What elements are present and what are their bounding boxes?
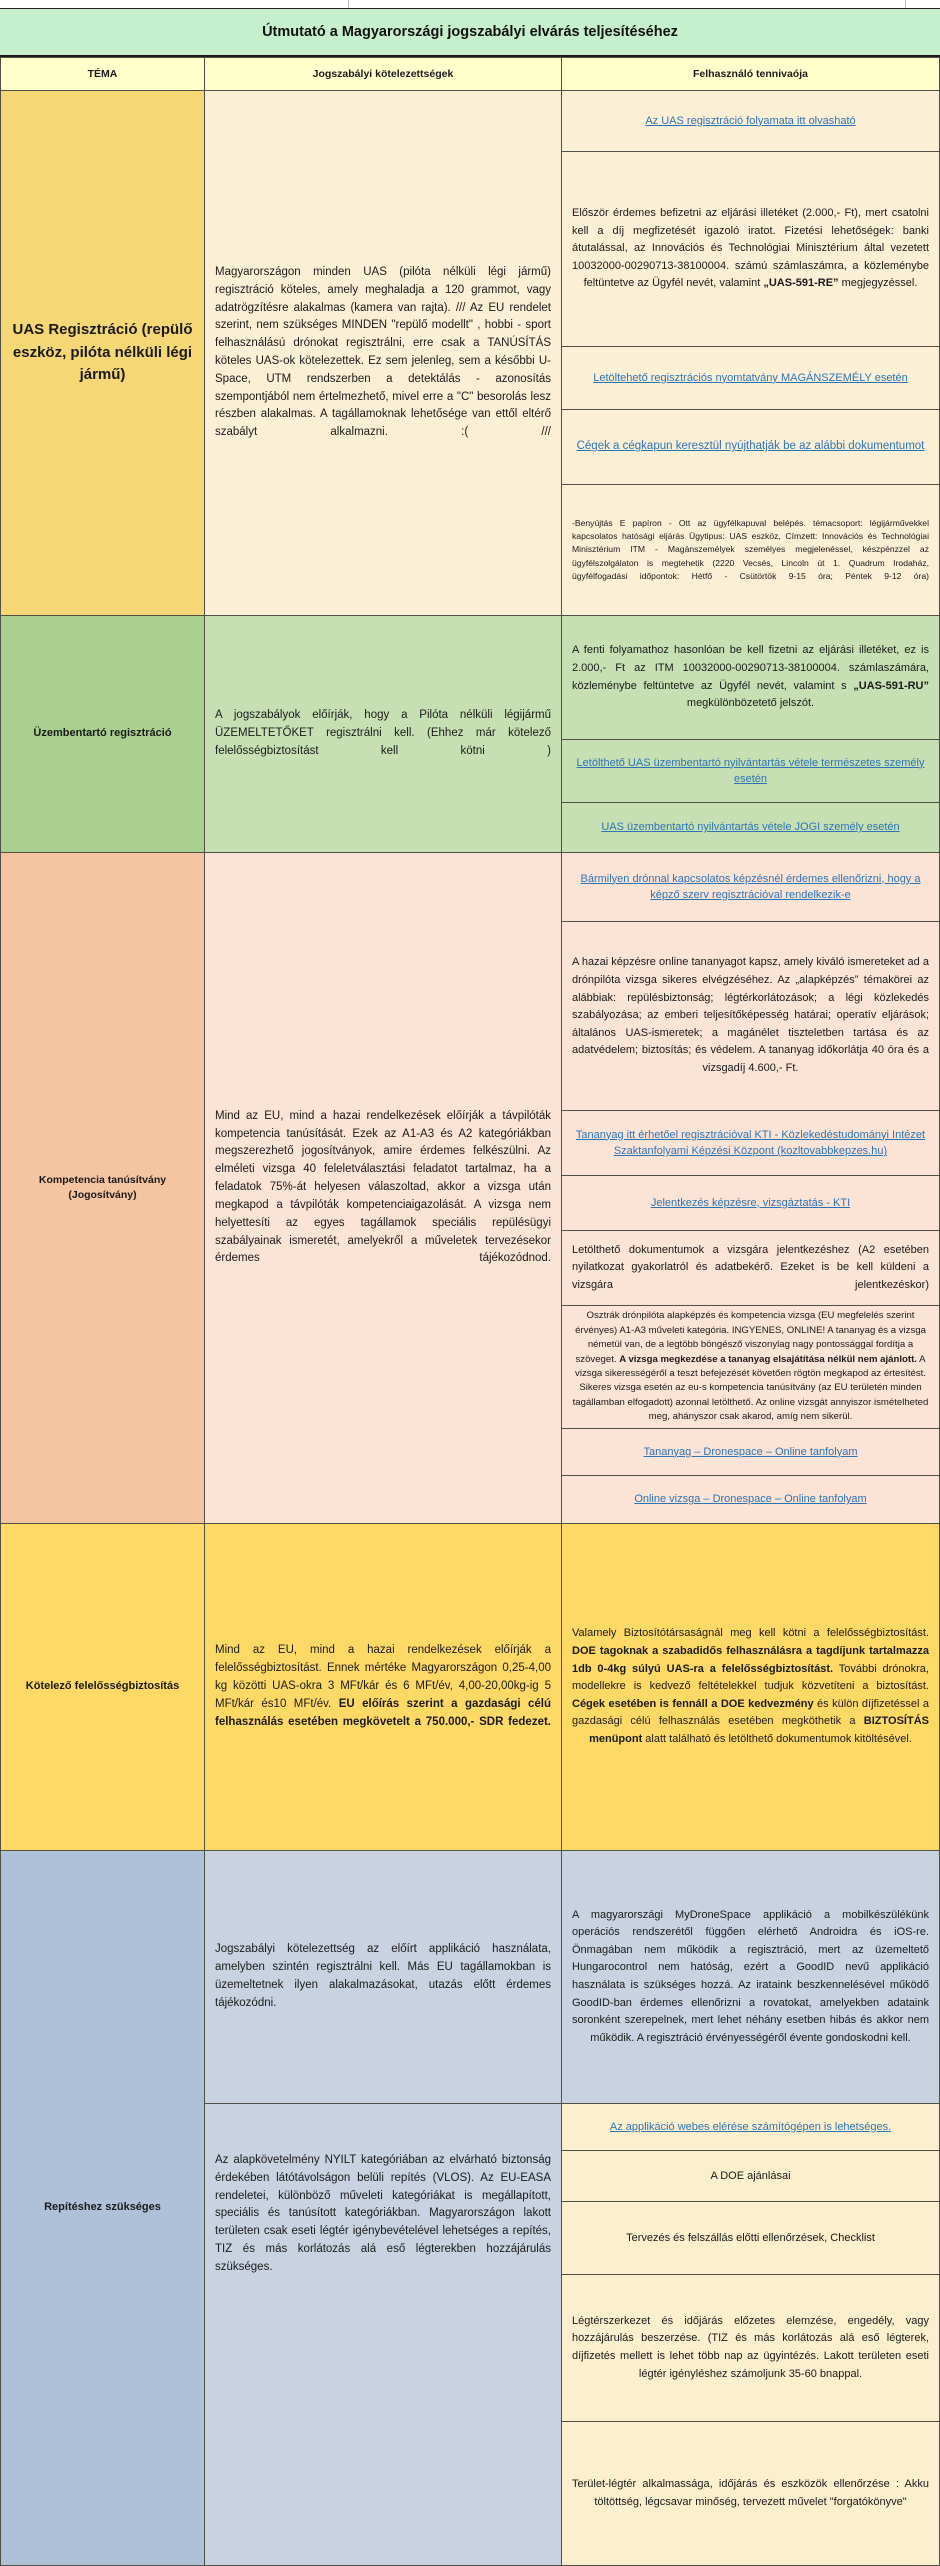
task-cell-insurance: [562, 1524, 939, 1850]
task-cell: [562, 1851, 939, 2103]
sdr-coverage-bold: EU előírás szerint a gazdasági célú felhasználás esetében megkövetelt a 750.000,- SDR fedezet.: [215, 1697, 551, 1728]
topic-label: UAS Regisztráció (repülő eszköz, pilóta nélküli légi jármű): [12, 321, 193, 384]
obligation-text: Mind az EU, mind a hazai rendelkezések előírják a távpilóták kompetencia tanúsítását. Ezek az A1-A3 és A2 kategóriákban megszerezhető jogosítványok, amire érdemes felkészülni. Az elméleti vizsga 40 feleletválasztási feladatot tartalmaz, ha a feladatok 75%-át helyesen válaszoltad, akkor a vizsga után megkapod a távpilóták kompetenciaigazolását. A vizsga nem helyettesíti az egyes tagállamok speciális repülésügyi szabályainak ismeretét, amelyekről a műveletek tervezésekor érdemes tájékozódnod.: [215, 1109, 551, 1265]
obligation-cell-insurance: [205, 1524, 561, 1850]
title-bar: [0, 9, 940, 57]
task-cell: [562, 2202, 939, 2274]
task-cell: [562, 803, 939, 852]
text-segment: és külön díjfizetéssel a gazdasági célú felhasználás esetében megköthetik a: [572, 1697, 929, 1728]
private-person-form-link[interactable]: Letöltehető regisztrációs nyomtatvány MAGÁNSZEMÉLY esetén: [593, 371, 908, 384]
task-cell: [562, 616, 939, 739]
task-cell: [562, 2422, 939, 2565]
fee-payment-text: [562, 199, 939, 299]
text-segment: alatt található és letölthető dokumentumok kitöltésével.: [642, 1732, 912, 1745]
column-header-user-tasks: Felhasználó tennivaója: [562, 58, 939, 90]
operator-legal-person-link[interactable]: UAS üzembentartó nyilvántartás vétele JOGI személy esetén: [601, 821, 900, 834]
task-cell: [562, 1176, 939, 1230]
obligations-stack-flight: [205, 1851, 561, 2565]
topic-label: Kompetencia tanúsítvány (Jogosítvány): [38, 1173, 167, 1201]
obligation-cell-operator-registration: [205, 616, 561, 852]
obligation-text: [205, 1636, 561, 1737]
topic-label: Üzembentartó regisztráció: [33, 727, 172, 740]
exam-documents-text: Letölthető dokumentumok a vizsgára jelentkezéshez (A2 esetében nyilatkozat gyakorlatról és adatbekérő. Ezeket is be kell küldeni a vizsgára jelentkezéskor): [572, 1243, 929, 1291]
row-liability-insurance: [1, 1524, 939, 1850]
task-cell: [562, 485, 939, 615]
text-segment: Mind az EU, mind a hazai rendelkezések előírják a felelősségbiztosítást. Ennek mértéke Magyarországon 0,25-4,00 kg közötti UAS-okra 3 MFt/kár és 6 MFt/év, 4,00-20,00kg-ig 5 MFt/kár és10 MFt/év.: [215, 1644, 551, 1710]
austrian-training-note: [562, 1303, 939, 1430]
company-doe-bold: Cégek esetében is fennáll a DOE kedvezmény: [572, 1697, 814, 1710]
uas-591-re-code: „UAS-591-RE”: [763, 277, 839, 290]
guide-table: [0, 57, 940, 2566]
obligation-text: Magyarországon minden UAS (pilóta nélküli légi jármű) regisztráció köteles, amely meghaladja a 120 grammot, vagy adatrögzítésre alakalmas (kamera van rajta). /// Az EU rendelet szerint, nem szükséges MINDEN "repülő modellt" , hobbi - sport felhasználású drónokat regisztrálni, erre csak a TANÚSÍTÁS köteles UAS-ok kötelezettek. Ez sem jelenleg, sem a későbbi U-Space, UTM rendszerben a detektálás - azonosítás szempontjából nem értelmezhető, mivel erre a "C" besorolás lesz részben alakalmas. A tagállamoknak lehetősége van ettől eltérő szabályt alkalmazni. :( ///: [215, 265, 551, 439]
task-cell: [562, 1306, 939, 1428]
topic-label: Kötelező felelősségbiztosítás: [25, 1680, 180, 1693]
obligation-cell-app: [205, 1851, 561, 2103]
checklist-text: Tervezés és felszállás előtti ellenőrzések, Checklist: [626, 2231, 875, 2244]
text-segment: Először érdemes befizetni az eljárási illetéket (2.000,- Ft), mert csatolni kell a díj megfizetését igazoló iratot. Fizetési lehetőségek: banki átutalással, az Innovációs és Technológiai Minisztérium által vezetett 10032000-00290713-38100004. számú számlaszámra, a közleménybe feltüntetve az Ügyfél nevét, valamint: [572, 207, 929, 290]
obligation-cell-uas-registration: [205, 91, 561, 615]
e-paper-submission-note: -Benyújtás E papíron - Ott az ügyfélkapuval belépés. témacsoport: légijárművekkel kapcsolatos hatósági eljárás Ügytipus: UAS eszköz, Címzett: Innovációs és Technológiai Minisztérium ITM - Magánszemélyek személyes megjelenéssel, készpénzzel az ügyfélszolgálaton is megtehetik (2220 Vecsés, Lincoln út 1. Quadrum Irodaház, ügyfélfogadási időpontok: Hétfő - Csütörtök 9-15 óra; Péntek 9-12 óra): [572, 517, 929, 581]
obligation-vlos-text: Az alapkövetelmény NYILT kategóriában az elvárható biztonság érdekében látótávolságon belüli repítés (VLOS). Az EU-EASA rendeletei, különböző műveleti kategóriákat is megállapított, speciális és tanúsított kategóriákban. Magyarországon lakott területen csak eseti légtér igénybevételével lehetséges a repítés, TIZ és más korlátozás alá eső légterekben hozzájárulás szükséges.: [215, 2154, 551, 2273]
tasks-stack-operator-registration: [562, 616, 939, 852]
column-header-tema: TÉMA: [1, 58, 204, 90]
kti-material-link[interactable]: Tananyag itt érhetőel regisztrációval KTI - Közlekedéstudományi Intézet Szaktanfolyami Képzési Központ (kozltovabbkepzes.hu): [575, 1128, 926, 1157]
task-cell: [562, 2151, 939, 2201]
bold-warning-segment: A vizsga megkezdése a tananyag elsajátítása nélkül nem ajánlott.: [619, 1353, 917, 1365]
mydronespace-text: A magyarországi MyDroneSpace applikáció a mobilkészülékünk operációs rendszerétől függően elérhető Androidra és iOS-re. Önmagában nem működik a regisztráció, mert az üzemeltető Hungarocontrol nem hatóság, ezért a GoodID nevű applikáció használata is szükséges hozzá. Az irataink beszkennelésével működő GoodID-ban érdemes ellenőrizni a rovatokat, amelyekben adataink soronként szerepelnek, mert lehet néhány esetben hibás és akkor nem működik. A regisztráció érvényességéről évente gondoskodni kell.: [572, 1908, 929, 2044]
grid-line: [348, 0, 349, 8]
topic-cell-flight: [1, 1851, 204, 2565]
grid-line: [905, 0, 906, 8]
row-uas-registration: [1, 91, 939, 615]
topic-cell-competency: [1, 853, 204, 1523]
table-header-row: [1, 58, 939, 90]
page-title: Útmutató a Magyarországi jogszabályi elvárás teljesítéséhez: [262, 24, 678, 40]
operator-natural-person-link[interactable]: Letölthető UAS üzembentartó nyilvántartás vétele természetes személy esetén: [576, 756, 925, 785]
tasks-stack-flight: [562, 1851, 939, 2565]
task-cell: [562, 2275, 939, 2421]
task-cell: [562, 91, 939, 151]
row-competency-certificate: [1, 853, 939, 1523]
doe-recommendations-header: A DOE ajánlásai: [710, 2169, 791, 2182]
kti-apply-link[interactable]: Jelentkezés képzésre, vizsgáztatás - KTI: [650, 1196, 851, 1209]
dronespace-exam-link[interactable]: Online vizsga – Dronespace – Online tanfolyam: [634, 1493, 867, 1506]
task-cell: [562, 1231, 939, 1305]
task-cell: [562, 853, 939, 921]
insurance-menu-bold: BIZTOSÍTÁS menüpont: [589, 1715, 929, 1745]
obligation-cell-competency: [205, 853, 561, 1523]
web-access-link[interactable]: Az applikáció webes elérése számítógépen is lehetséges.: [609, 2120, 892, 2133]
task-cell: [562, 1476, 939, 1523]
spreadsheet-top-strip: [0, 0, 940, 9]
obligation-cell-vlos: [205, 2104, 561, 2565]
row-flight-requirements: [1, 1851, 939, 2565]
insurance-howto-text: [562, 1619, 939, 1754]
task-cell: [562, 1111, 939, 1175]
uas-591-ru-code: „UAS-591-RU”: [853, 679, 929, 692]
task-cell: [562, 740, 939, 802]
text-segment: megjegyzéssel.: [838, 277, 918, 290]
text-segment: A fenti folyamathoz hasonlóan be kell fizetni az eljárási illetéket, ez is 2.000,- Ft az ITM 10032000-00290713-38100004. számlaszámára, közleménybe feltüntetve az Ügyfél nevét, valamint s: [572, 644, 929, 692]
tasks-stack-uas-registration: [562, 91, 939, 615]
obligation-app-text: Jogszabályi kötelezettség az előírt applikáció használata, amelyben szintén regisztrálni kell. Más EU tagállamokban is üzemeltetnek ilyen alakalmazásokat, utazás előtt érdemes tájékozódni.: [215, 1943, 551, 2009]
task-cell: [562, 1429, 939, 1475]
training-provider-check-link[interactable]: Bármilyen drónnal kapcsolatos képzésnél érdemes ellenőrizni, hogy a képző szerv regisztrációval rendelkezik-e: [580, 872, 921, 901]
operator-fee-text: [562, 636, 939, 718]
text-segment: megkülönbözetető jelszót.: [686, 697, 815, 710]
site-check-text: Terület-légtér alkalmassága, időjárás és eszközök ellenőrzése : Akku töltöttség, légcsavar minőség, tervezett művelet "forgatókönyve": [572, 2477, 929, 2508]
task-cell: [562, 347, 939, 409]
topic-cell-insurance: [1, 1524, 204, 1850]
task-cell: [562, 410, 939, 484]
company-cegkapu-link[interactable]: Cégek a cégkapun keresztül nyújthatják be az alábbi dokumentumot: [576, 440, 925, 453]
topic-cell-operator-registration: [1, 616, 204, 852]
topic-cell-uas-registration: [1, 91, 204, 615]
doe-member-bold: DOE tagoknak a szabadidős felhasználásra a tagdíjunk tartalmazza 1db 0-4kg súlyú UAS-ra a felelősségbiztosítást.: [572, 1645, 929, 1675]
column-header-obligations: Jogszabályi kötelezettségek: [205, 58, 561, 90]
text-segment: A vizsga sikerességéről a teszt befejezését követően rögtön megkapod az értesítést. Sikeres vizsga esetén az eu-s kompetencia tanúsítvány (az EU területén minden tagállamban elfogadott) azonnal letölthető. Az online vizsgát annyiszor ismételheted meg, ahányszor csak akarod, amíg nem sikerül.: [572, 1353, 929, 1423]
text-segment: További drónokra, modellekre is kedvező feltételekkel tudjuk közvetíteni a biztosítást.: [572, 1662, 929, 1693]
task-cell: [562, 922, 939, 1110]
text-segment: Osztrák drónpilóta alapképzés és kompetencia vizsga (EU megfelelés szerint érvényes) A1-A3 műveleti kategória. INGYENES, ONLINE! A tananyag és a vizsga németül van, de a legtöbb böngésző viszonylag nagy pontossággal fordítja a szöveget.: [575, 1310, 926, 1365]
row-operator-registration: [1, 616, 939, 852]
airspace-analysis-text: Légtérszerkezet és időjárás előzetes elemzése, engedély, vagy hozzájárulás beszerzése. (TIZ és más korlátozás alá eső légterek, díjfizetés mellett is lehet több nap az ügyintézés. Lakott területen eseti légtér igényléshez számoljunk 35-60 bnappal.: [572, 2314, 929, 2380]
uas-registration-process-link[interactable]: Az UAS regisztráció folyamata itt olvasható: [645, 114, 856, 127]
task-cell: [562, 2104, 939, 2150]
text-segment: Valamely Biztosítótársaságnál meg kell kötni a felelősségbiztosítást.: [572, 1627, 929, 1640]
task-cell: [562, 152, 939, 346]
domestic-training-text: A hazai képzésre online tananyagot kapsz, amely kiváló ismereteket ad a drónpilóta vizsga sikeres elvégzéséhez. Az „alapképzés” témakörei az alábbiak: repülésbiztonság; légtérkorlátozások; a légi közlekedés szabályozása; az emberi teljesítőképesség határai; operatív eljárások; általános UAS-ismeretek; a magánélet tiszteletben tartása és az adatvédelem; biztosítás; és védelem. A tananyag időkorlátja 40 óra és a vizsgadíj 4.600,- Ft.: [572, 956, 929, 1074]
dronespace-material-link[interactable]: Tananyag – Dronespace – Online tanfolyam: [643, 1445, 858, 1458]
obligation-text: A jogszabályok előírják, hogy a Pilóta nélküli légijármű ÜZEMELTETŐKET regisztrálni kell. (Ehhez már kötelező felelősségbiztosítást kell kötni ): [215, 709, 551, 757]
topic-label: Repítéshez szükséges: [44, 2201, 161, 2214]
tasks-stack-competency: [562, 853, 939, 1523]
